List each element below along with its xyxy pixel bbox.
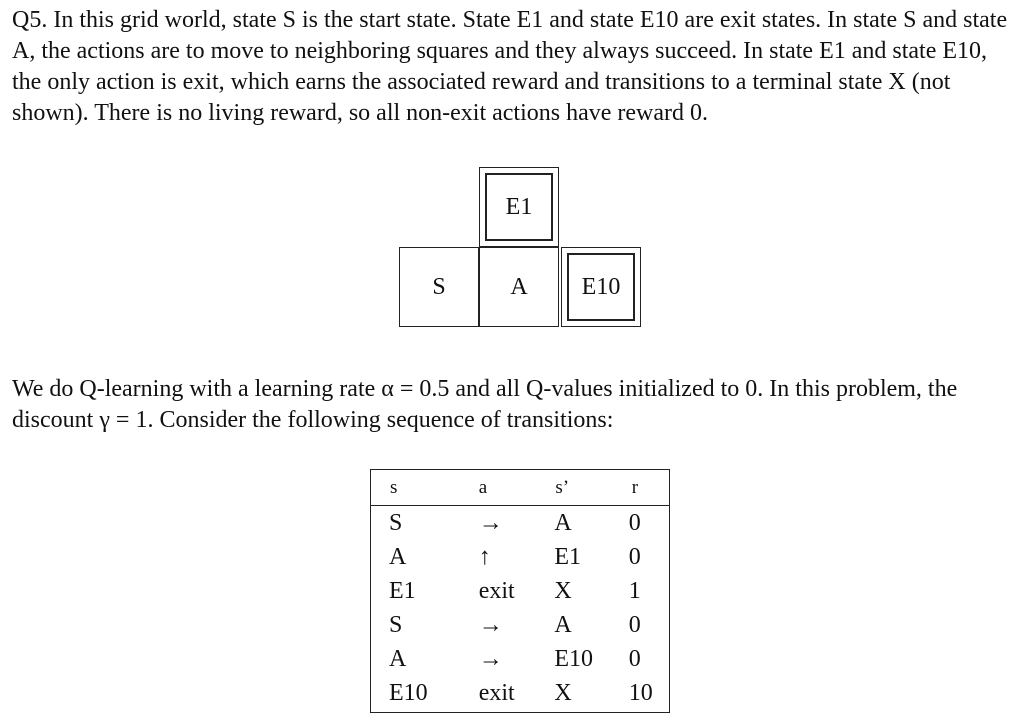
table-row [371,608,670,642]
table-row [371,642,670,676]
cell-action: → [478,509,503,536]
problem-intro: Q5. In this grid world, state S is the start state. State E1 and state E10 are exit states. In state S and state A, the actions are to move to neighboring squares and they always succeed. In state E1 and state E10, the only action is exit, which earns the associated reward and transitions to a terminal state X (not shown). There is no living reward, so all non-exit actions have reward 0. [12,7,1008,126]
cell-reward: 0 [628,543,641,570]
grid-cell-a-label: A [510,273,528,300]
grid-cell-e1 [479,167,559,247]
header-r: r [627,470,670,506]
cell-state: A [389,645,407,672]
cell-state: S [389,509,403,536]
cell-next-state: E1 [554,543,582,570]
transition-table [370,469,670,713]
cell-next-state: X [554,679,572,706]
table-row [371,676,670,713]
grid-cell-s-label: S [432,273,446,300]
cell-action: exit [478,577,515,604]
cell-action: ↑ [478,543,491,570]
grid-cell-s [399,247,479,327]
grid-cell-e10 [561,247,641,327]
grid-cell-e1-label: E1 [505,193,533,220]
table-header-row [371,470,670,506]
cell-action: exit [478,679,515,706]
cell-reward: 0 [628,645,641,672]
cell-reward: 1 [628,577,641,604]
grid-cell-e10-label: E10 [581,273,621,300]
cell-reward: 0 [628,611,641,638]
cell-action: → [478,611,503,638]
cell-state: E10 [389,679,428,706]
cell-next-state: X [554,577,572,604]
cell-reward: 0 [628,509,641,536]
cell-action: → [478,645,503,672]
cell-next-state: A [554,611,572,638]
header-s: s [371,470,477,506]
cell-reward: 10 [628,679,653,706]
header-a: a [477,470,553,506]
cell-next-state: E10 [554,645,594,672]
table-row [371,506,670,541]
table-row [371,540,670,574]
table-row [371,574,670,608]
cell-state: E1 [389,577,416,604]
cell-state: S [389,611,403,638]
header-s-prime: s’ [552,470,626,506]
q-learning-description: We do Q-learning with a learning rate α = 0.5 and all Q-values initialized to 0. In this problem, the discount γ = 1. Consider the following sequence of transitions: [12,376,958,433]
cell-state: A [389,543,407,570]
grid-cell-a [479,247,559,327]
cell-next-state: A [554,509,572,536]
